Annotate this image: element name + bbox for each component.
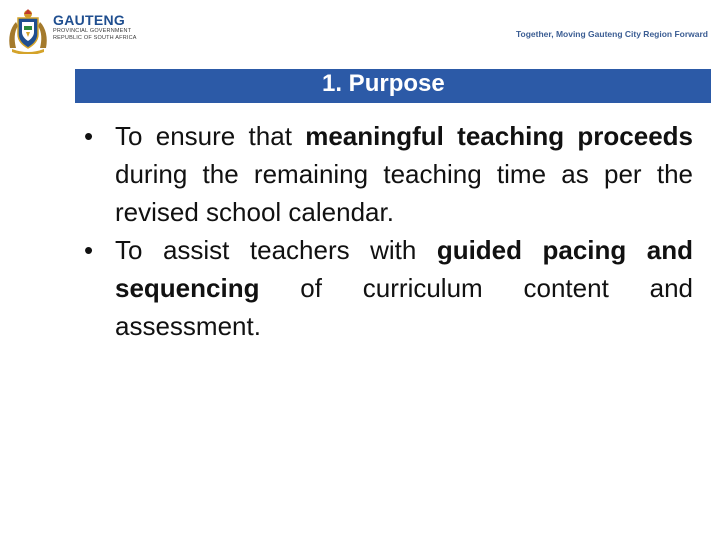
brand-sub-line-2: REPUBLIC OF SOUTH AFRICA [53,34,137,41]
bullet-text-pre: To assist teachers with [115,235,437,265]
slide-body [84,117,693,345]
bullet-text-bold: meaningful teaching proceeds [305,121,693,151]
coat-of-arms-icon [6,8,50,54]
bullet-list [84,117,693,345]
bullet-item [84,117,693,231]
bullet-text-pre: To ensure that [115,121,306,151]
brand-sub-line-1: PROVINCIAL GOVERNMENT [53,28,132,34]
tagline: Together, Moving Gauteng City Region Forward [515,29,708,39]
bullet-glyph: • [84,121,94,151]
brand-name: GAUTENG [53,12,126,28]
gauteng-logo [6,8,156,56]
bullet-glyph: • [84,235,94,265]
bullet-text-post: during the remaining teaching time as per the revised school calendar. [115,159,693,227]
bullet-text-post: of curriculum content and assessment. [115,273,693,341]
slide-title: 1. Purpose [322,70,445,97]
slide-header [0,0,720,62]
bullet-text-bold: guided pacing and sequencing [115,235,693,303]
bullet-item [84,231,693,345]
brand-text [53,12,137,41]
